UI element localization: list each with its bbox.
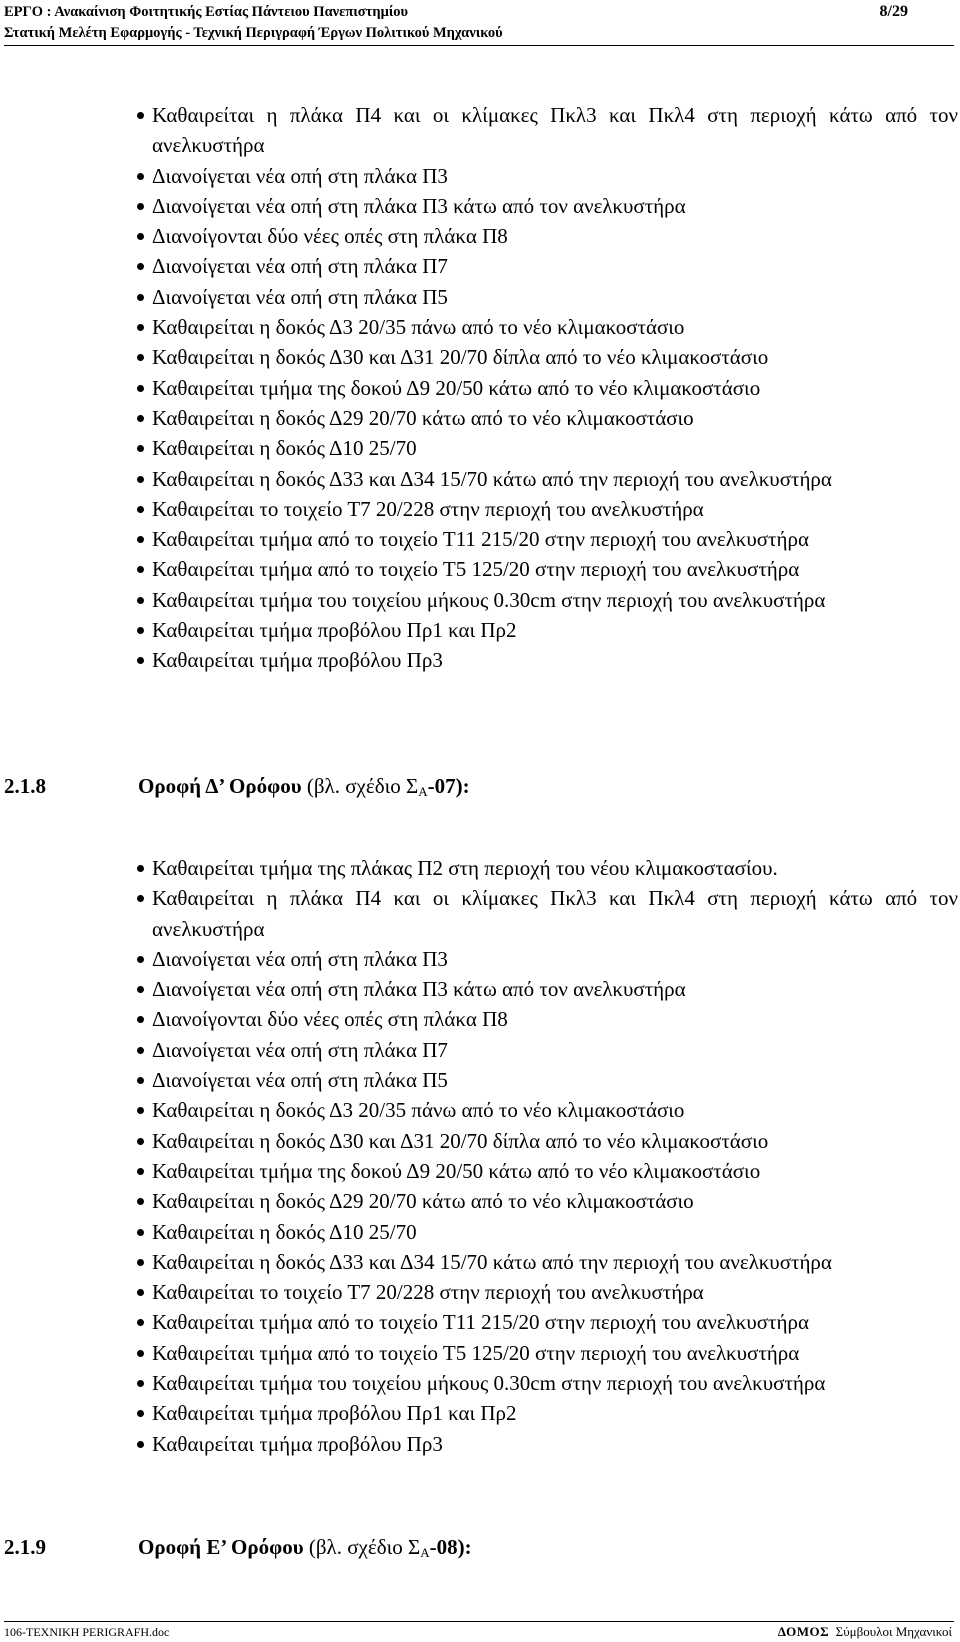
document-subtitle: Στατική Μελέτη Εφαρμογής - Τεχνική Περιγραφή Έργων Πολιτικού Μηχανικού [4,25,503,41]
list-item [0,282,958,312]
list-item [0,1398,958,1428]
list-item [0,615,958,645]
list-item-text: Διανοίγεται νέα οπή στη πλάκα Π7 [152,254,448,279]
list-item [0,342,958,372]
bullet-icon [137,1138,144,1145]
list-item [0,1247,958,1277]
list-item-text: Διανοίγεται νέα οπή στη πλάκα Π3 κάτω από τον ανελκυστήρα [152,193,686,218]
list-item-text: Διανοίγονται δύο νέες οπές στη πλάκα Π8 [152,1007,508,1032]
list-item-text: Διανοίγεται νέα οπή στη πλάκα Π5 [152,284,448,309]
list-item [0,883,958,944]
list-item-text: Καθαιρείται τμήμα προβόλου Πρ1 και Πρ2 [152,618,517,643]
list-item [0,1338,958,1368]
page-number: 8/29 [879,3,908,20]
list-item-text: Καθαιρείται η δοκός Δ29 20/70 κάτω από το νέο κλιμακοστάσιο [152,405,694,430]
list-item [0,974,958,1004]
list-item [0,645,958,675]
bullet-icon [137,1441,144,1448]
demolition-list-d-floor [0,853,960,1459]
list-item-text: Καθαιρείται η δοκός Δ10 25/70 [152,1219,417,1244]
list-item [0,1368,958,1398]
list-item-text: Καθαιρείται το τοιχείο Τ7 20/228 στην περιοχή του ανελκυστήρα [152,1280,704,1305]
list-item [0,1429,958,1459]
list-item-text: Καθαιρείται η δοκός Δ30 και Δ31 20/70 δίπλα από το νέο κλιμακοστάσιο [152,1128,769,1153]
drawing-reference: (βλ. σχέδιο $\Sigma_A-08$): [308,1535,472,1560]
bullet-icon [137,597,144,604]
bullet-icon [137,233,144,240]
list-item [0,403,958,433]
bullet-icon [137,354,144,361]
list-item [0,1126,958,1156]
header-divider [4,45,954,46]
bullet-icon [137,956,144,963]
drawing-reference: (βλ. σχέδιο $\Sigma_A-07$): [306,774,470,799]
bullet-icon [137,385,144,392]
list-item [0,1035,958,1065]
list-item [0,373,958,403]
list-item-text: Καθαιρείται τμήμα από το τοιχείο Τ11 215/20 στην περιοχή του ανελκυστήρα [152,1310,809,1335]
bullet-icon [137,657,144,664]
bullet-icon [137,986,144,993]
list-item [0,312,958,342]
list-item [0,1217,958,1247]
list-item [0,1156,958,1186]
list-item [0,585,958,615]
footer-company [778,1624,952,1640]
list-item [0,853,958,883]
bullet-icon [137,415,144,422]
bullet-icon [137,1168,144,1175]
list-item-text: Καθαιρείται η πλάκα Π4 και οι κλίμακες Πκλ3 και Πκλ4 στη περιοχή κάτω από τον ανελκυστήρα [152,886,958,941]
list-item-text: Διανοίγεται νέα οπή στη πλάκα Π3 [152,163,448,188]
list-item-text: Καθαιρείται η πλάκα Π4 και οι κλίμακες Πκλ3 και Πκλ4 στη περιοχή κάτω από τον ανελκυστήρα [152,103,958,158]
list-item-text: Διανοίγεται νέα οπή στη πλάκα Π5 [152,1068,448,1093]
bullet-icon [137,536,144,543]
list-item [0,464,958,494]
bullet-icon [137,1229,144,1236]
list-item [0,494,958,524]
list-item-text: Καθαιρείται τμήμα από το τοιχείο Τ5 125/20 στην περιοχή του ανελκυστήρα [152,1340,800,1365]
section-number: 2.1.8 [4,774,46,798]
page-header [0,0,960,46]
list-item-text: Διανοίγονται δύο νέες οπές στη πλάκα Π8 [152,224,508,249]
list-item [0,1307,958,1337]
list-item [0,1095,958,1125]
list-item [0,221,958,251]
list-item-text: Καθαιρείται τμήμα προβόλου Πρ3 [152,1431,443,1456]
list-item [0,1277,958,1307]
list-item-text: Καθαιρείται τμήμα της δοκού Δ9 20/50 κάτω από το νέο κλιμακοστάσιο [152,1158,761,1183]
company-tagline: Σύμβουλοι Μηχανικοί [835,1624,952,1639]
list-item-text: Καθαιρείται τμήμα του τοιχείου μήκους 0.30cm στην περιοχή του ανελκυστήρα [152,587,826,612]
bullet-icon [137,566,144,573]
section-heading-2-1-8 [4,773,470,805]
list-item [0,433,958,463]
bullet-icon [137,1319,144,1326]
list-item [0,100,958,161]
list-item-text: Καθαιρείται η δοκός Δ3 20/35 πάνω από το νέο κλιμακοστάσιο [152,315,685,340]
section-title: Οροφή Δ’ Ορόφου [138,774,302,798]
footer-filename: 106-TEXNIKH PERIGRAFH.doc [4,1625,170,1639]
list-item [0,1065,958,1095]
list-item-text: Καθαιρείται η δοκός Δ3 20/35 πάνω από το νέο κλιμακοστάσιο [152,1098,685,1123]
bullet-icon [137,1016,144,1023]
list-item-text: Καθαιρείται τμήμα της δοκού Δ9 20/50 κάτω από το νέο κλιμακοστάσιο [152,375,761,400]
list-item [0,191,958,221]
list-item-text: Διανοίγεται νέα οπή στη πλάκα Π3 κάτω από τον ανελκυστήρα [152,977,686,1002]
footer-divider [4,1621,954,1622]
section-title: Οροφή Ε’ Ορόφου [138,1535,304,1559]
list-item [0,161,958,191]
list-item [0,1186,958,1216]
bullet-icon [137,1380,144,1387]
list-item-text: Διανοίγεται νέα οπή στη πλάκα Π7 [152,1037,448,1062]
list-item-text: Καθαιρείται τμήμα προβόλου Πρ1 και Πρ2 [152,1401,517,1426]
bullet-icon [137,112,144,119]
bullet-icon [137,1350,144,1357]
bullet-icon [137,1259,144,1266]
list-item-text: Καθαιρείται η δοκός Δ30 και Δ31 20/70 δίπλα από το νέο κλιμακοστάσιο [152,345,769,370]
bullet-icon [137,895,144,902]
bullet-icon [137,865,144,872]
project-title: ΕΡΓΟ : Ανακαίνιση Φοιτητικής Εστίας Πάντειου Πανεπιστημίου [4,4,409,20]
list-item [0,524,958,554]
list-item [0,944,958,974]
bullet-icon [137,294,144,301]
section-heading-2-1-9 [4,1534,472,1566]
bullet-icon [137,627,144,634]
list-item-text: Καθαιρείται τμήμα από το τοιχείο Τ5 125/20 στην περιοχή του ανελκυστήρα [152,557,800,582]
list-item-text: Καθαιρείται τμήμα του τοιχείου μήκους 0.30cm στην περιοχή του ανελκυστήρα [152,1371,826,1396]
bullet-icon [137,1077,144,1084]
bullet-icon [137,1047,144,1054]
list-item-text: Καθαιρείται τμήμα προβόλου Πρ3 [152,648,443,673]
company-name: ΔΟΜΟΣ [777,1624,830,1639]
list-item-text: Καθαιρείται τμήμα της πλάκας Π2 στη περιοχή του νέου κλιμακοστασίου. [152,856,778,880]
list-item [0,1004,958,1034]
list-item-text: Καθαιρείται τμήμα από το τοιχείο Τ11 215/20 στην περιοχή του ανελκυστήρα [152,527,809,552]
bullet-icon [137,1410,144,1417]
bullet-icon [137,1107,144,1114]
bullet-icon [137,445,144,452]
list-item [0,554,958,584]
list-item-text: Διανοίγεται νέα οπή στη πλάκα Π3 [152,946,448,971]
list-item-text: Καθαιρείται η δοκός Δ33 και Δ34 15/70 κάτω από την περιοχή του ανελκυστήρα [152,1249,832,1274]
list-item-text: Καθαιρείται η δοκός Δ10 25/70 [152,436,417,461]
list-item [0,251,958,281]
bullet-icon [137,476,144,483]
bullet-icon [137,173,144,180]
bullet-icon [137,506,144,513]
list-item-text: Καθαιρείται το τοιχείο Τ7 20/228 στην περιοχή του ανελκυστήρα [152,496,704,521]
bullet-icon [137,324,144,331]
bullet-icon [137,1289,144,1296]
bullet-icon [137,263,144,270]
list-item-text: Καθαιρείται η δοκός Δ29 20/70 κάτω από το νέο κλιμακοστάσιο [152,1189,694,1214]
demolition-list-previous-floor [0,100,960,676]
section-number: 2.1.9 [4,1535,46,1559]
bullet-icon [137,203,144,210]
bullet-icon [137,1198,144,1205]
list-item-text: Καθαιρείται η δοκός Δ33 και Δ34 15/70 κάτω από την περιοχή του ανελκυστήρα [152,466,832,491]
